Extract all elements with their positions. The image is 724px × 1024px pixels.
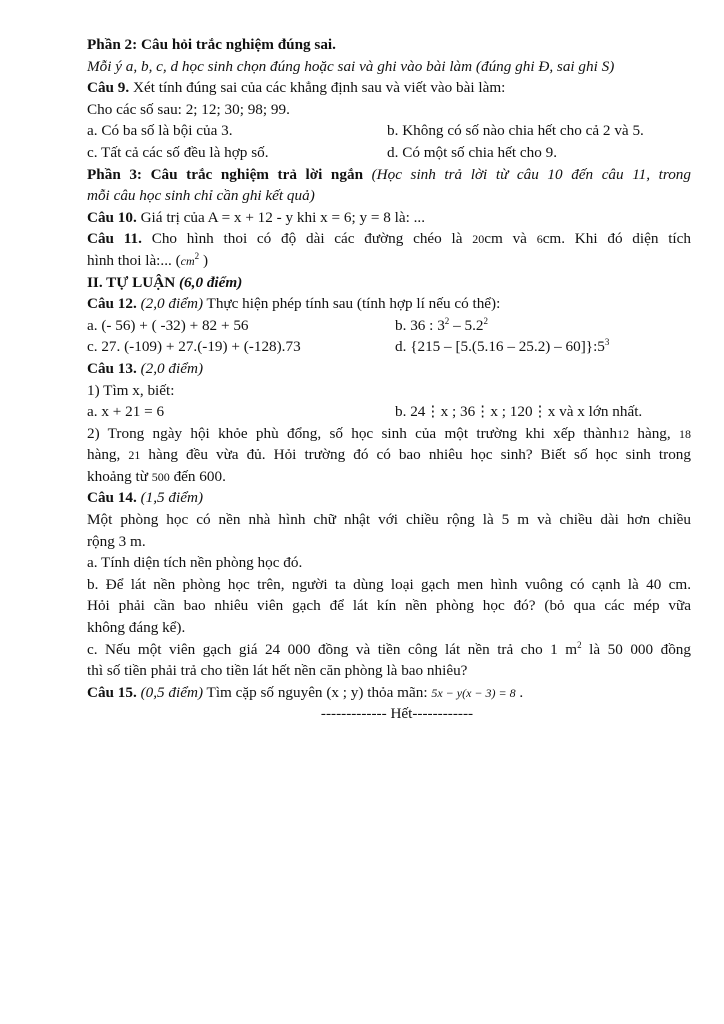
q9-row-cd	[87, 142, 691, 164]
q13-part-a: a. x + 21 = 6	[87, 403, 165, 421]
q13-sub2-line2: hàng, 21 hàng đều vừa đủ. Hỏi trường đó có bao nhiêu học sinh? Biết số học sinh trong	[87, 446, 691, 464]
question-13: Câu 13. (2,0 điểm)	[87, 359, 204, 377]
part2-heading: Phần 2: Câu hỏi trắc nghiệm đúng sai.	[87, 36, 336, 53]
q14-text-line1: Một phòng học có nền nhà hình chữ nhật với chiều rộng là 5 m và chiều dài hơn chiều	[87, 511, 691, 529]
q14-text-line2: rộng 3 m.	[87, 532, 146, 550]
q14-part-b-line2: Hỏi phải cần bao nhiêu viên gạch để lát kín nền phòng học đó? (bỏ qua các mép vữa	[87, 597, 691, 615]
exam-page	[87, 34, 691, 725]
q12-row-ab	[87, 315, 691, 337]
q12-part-a: a. (- 56) + ( -32) + 82 + 56	[87, 316, 249, 334]
part3-note: mỗi câu học sinh chỉ cần ghi kết quả)	[87, 187, 315, 205]
q12-row-cd	[87, 336, 691, 358]
q11-cont: hình thoi là:... ($cm^2$ )	[87, 250, 209, 269]
q9-option-d: d. Có một số chia hết cho 9.	[387, 143, 557, 161]
part2-instruction: Mỗi ý a, b, c, d học sinh chọn đúng hoặc sai và ghi vào bài làm (đúng ghi Đ, sai ghi S)	[87, 57, 615, 75]
q12-part-d: d. $\{215 - [5.(5.16 - 25.2) - 60]\}:5^3$	[395, 337, 610, 356]
question-14: Câu 14. (1,5 điểm)	[87, 489, 204, 507]
q14-part-a: a. Tính diện tích nền phòng học đó.	[87, 554, 303, 572]
part3-heading: Phần 3: Câu trắc nghiệm trả lời ngắn (Học sinh trả lời từ câu 10 đến câu 11, trong	[87, 165, 691, 183]
q13-part-b: b. 24⋮x ; 36⋮x ; 120⋮x và x lớn nhất.	[395, 403, 643, 421]
q12-part-b: b. 36 : $3^2 - 5.2^2$	[395, 315, 488, 334]
question-10: Câu 10. Giá trị của A = x + 12 - y khi x = 6; y = 8 là: ...	[87, 208, 425, 226]
question-12: Câu 12. (2,0 điểm) Thực hiện phép tính sau (tính hợp lí nếu có thể):	[87, 295, 501, 313]
q14-part-b-line1: b. Để lát nền phòng học trên, người ta dùng loại gạch men hình vuông có cạnh là 40 cm.	[87, 575, 691, 593]
q14-part-c-line1: c. Nếu một viên gạch giá 24 000 đồng và tiền công lát nền trả cho 1 $m^2$ là 50 000 đồng	[87, 639, 691, 658]
q13-sub1: 1) Tìm x, biết:	[87, 381, 175, 399]
q13-sub2-line3: khoảng từ 500 đến 600.	[87, 467, 226, 485]
q14-part-b-line3: không đáng kể).	[87, 619, 186, 637]
q13-row-ab	[87, 401, 691, 423]
q9-row-ab	[87, 120, 691, 142]
q9-option-b: b. Không có số nào chia hết cho cả 2 và 5.	[387, 122, 644, 140]
end-marker: ------------- Hết------------	[320, 705, 474, 723]
q13-sub2-line1: 2) Trong ngày hội khỏe phù đổng, số học sinh của một trường khi xếp thành12 hàng, 18	[87, 424, 691, 442]
q9-option-a: a. Có ba số là bội của 3.	[87, 122, 233, 140]
question-15: Câu 15. (0,5 điểm) Tìm cặp số nguyên (x ; y) thỏa mãn: 5x − y(x − 3) = 8 .	[87, 683, 524, 701]
question-11: Câu 11. Cho hình thoi có độ dài các đường chéo là 20cm và 6cm. Khi đó diện tích	[87, 230, 691, 248]
q9-given: Cho các số sau: 2; 12; 30; 98; 99.	[87, 100, 290, 118]
q12-part-c: c. 27. (-109) + 27.(-19) + (-128).73	[87, 338, 301, 356]
q9-option-c: c. Tất cả các số đều là hợp số.	[87, 143, 269, 161]
essay-heading: II. TỰ LUẬN (6,0 điểm)	[87, 273, 243, 291]
q14-part-c-line2: thì số tiền phải trả cho tiền lát hết nền căn phòng là bao nhiêu?	[87, 662, 468, 680]
question-9: Câu 9. Xét tính đúng sai của các khẳng định sau và viết vào bài làm:	[87, 79, 506, 97]
